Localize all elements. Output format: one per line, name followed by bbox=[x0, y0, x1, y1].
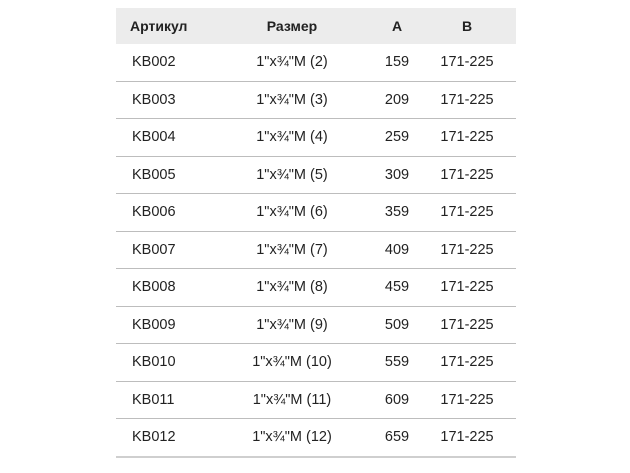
table-row bbox=[116, 82, 516, 120]
cell-a: 359 bbox=[384, 204, 410, 221]
cell-article: KB002 bbox=[132, 54, 176, 71]
cell-a: 209 bbox=[384, 91, 410, 108]
cell-size: 1"x¾"M (12) bbox=[252, 429, 332, 446]
cell-a: 259 bbox=[384, 129, 410, 146]
cell-article: KB005 bbox=[132, 166, 176, 183]
cell-article: KB003 bbox=[132, 91, 176, 108]
cell-a: 459 bbox=[384, 279, 410, 296]
cell-a: 409 bbox=[384, 241, 410, 258]
cell-article: KB009 bbox=[132, 316, 176, 333]
cell-a: 509 bbox=[384, 316, 410, 333]
cell-b: 171-225 bbox=[440, 391, 494, 408]
cell-b: 171-225 bbox=[440, 204, 494, 221]
table-row bbox=[116, 307, 516, 345]
cell-a: 309 bbox=[384, 166, 410, 183]
header-size: Размер bbox=[266, 18, 318, 34]
cell-a: 159 bbox=[384, 54, 410, 71]
cell-a: 609 bbox=[384, 391, 410, 408]
header-article: Артикул bbox=[130, 18, 188, 34]
cell-size: 1"x¾"M (11) bbox=[252, 391, 332, 408]
table-row bbox=[116, 119, 516, 157]
cell-article: KB006 bbox=[132, 204, 176, 221]
table-header bbox=[116, 8, 516, 44]
cell-article: KB010 bbox=[132, 354, 176, 371]
cell-b: 171-225 bbox=[440, 241, 494, 258]
cell-size: 1"x¾"M (6) bbox=[256, 204, 328, 221]
cell-article: KB012 bbox=[132, 429, 176, 446]
cell-size: 1"x¾"M (8) bbox=[256, 279, 328, 296]
table-row bbox=[116, 232, 516, 270]
header-b: B bbox=[461, 18, 473, 34]
spec-table bbox=[116, 8, 516, 458]
cell-b: 171-225 bbox=[440, 91, 494, 108]
cell-b: 171-225 bbox=[440, 429, 494, 446]
cell-size: 1"x¾"M (2) bbox=[256, 54, 328, 71]
cell-b: 171-225 bbox=[440, 354, 494, 371]
table-row bbox=[116, 419, 516, 458]
table-row bbox=[116, 344, 516, 382]
table-row bbox=[116, 269, 516, 307]
cell-article: KB004 bbox=[132, 129, 176, 146]
cell-article: KB011 bbox=[132, 391, 175, 408]
header-a: A bbox=[391, 18, 403, 34]
cell-size: 1"x¾"M (10) bbox=[252, 354, 332, 371]
table-row bbox=[116, 157, 516, 195]
cell-a: 559 bbox=[384, 354, 410, 371]
cell-article: KB007 bbox=[132, 241, 176, 258]
cell-size: 1"x¾"M (9) bbox=[256, 316, 328, 333]
cell-b: 171-225 bbox=[440, 316, 494, 333]
cell-b: 171-225 bbox=[440, 129, 494, 146]
table-row bbox=[116, 194, 516, 232]
table-row bbox=[116, 44, 516, 82]
table-row bbox=[116, 382, 516, 420]
cell-size: 1"x¾"M (4) bbox=[256, 129, 328, 146]
cell-size: 1"x¾"M (5) bbox=[256, 166, 328, 183]
cell-b: 171-225 bbox=[440, 54, 494, 71]
cell-a: 659 bbox=[384, 429, 410, 446]
cell-b: 171-225 bbox=[440, 166, 494, 183]
cell-b: 171-225 bbox=[440, 279, 494, 296]
cell-size: 1"x¾"M (7) bbox=[256, 241, 328, 258]
cell-article: KB008 bbox=[132, 279, 176, 296]
cell-size: 1"x¾"M (3) bbox=[256, 91, 328, 108]
